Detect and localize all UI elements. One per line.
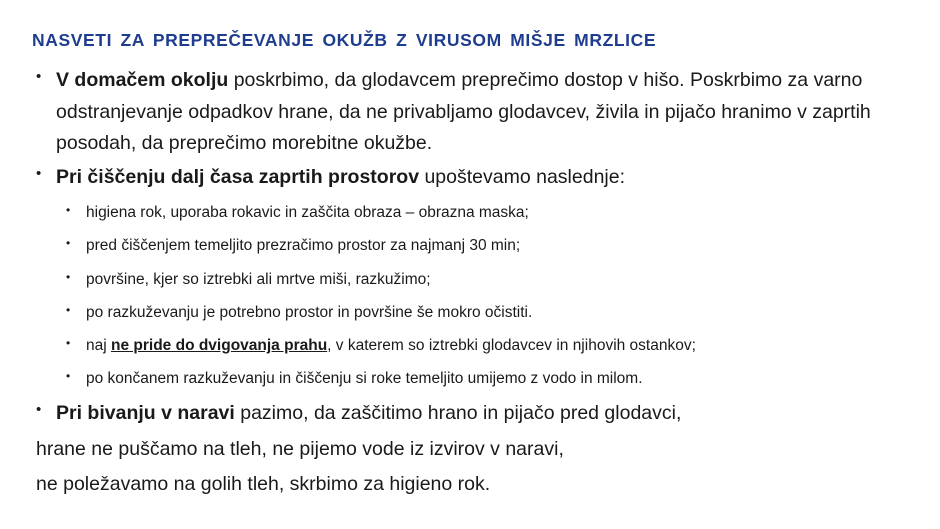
sub-list-item-text: pred čiščenjem temeljito prezračimo prostor za najmanj 30 min; <box>86 237 521 255</box>
sub-list-item-underlined: ne pride do dvigovanja prahu <box>111 336 328 354</box>
bullet-icon: • <box>66 203 71 218</box>
bullet-icon: • <box>66 302 71 317</box>
sub-list-item <box>56 266 910 293</box>
bullet-icon: • <box>66 236 71 251</box>
tail-line: ne poležavamo na golih tleh, skrbimo za higieno rok. <box>36 473 491 496</box>
bullet-icon: • <box>36 401 42 419</box>
sub-list-item-pre: naj <box>86 336 111 354</box>
sub-list-item-text: površine, kjer so iztrebki ali mrtve miši, razkužimo; <box>86 270 431 288</box>
bullet-icon: • <box>66 269 71 284</box>
list-item-rest: poskrbimo, da glodavcem preprečimo dostop v hišo. Poskrbimo za varno odstranjevanje odpadkov hrane, da ne privabljamo glodavcev, živila in pijačo hranimo v zaprtih posodah, da preprečimo morebitne okužbe. <box>56 69 871 155</box>
sub-list-item <box>56 332 910 359</box>
content-list <box>30 65 910 430</box>
sub-list-item-text: po končanem razkuževanju in čiščenju si roke temeljito umijemo z vodo in milom. <box>86 369 643 387</box>
sub-list-item-text: po razkuževanju je potrebno prostor in površine še mokro očistiti. <box>86 303 533 321</box>
list-item-rest: upoštevamo naslednje: <box>419 165 626 188</box>
list-item-bold-lead: V domačem okolju <box>56 69 229 91</box>
bullet-icon: • <box>66 335 71 350</box>
sub-list-item <box>56 365 910 392</box>
bullet-icon: • <box>66 368 71 383</box>
list-item-text <box>56 69 871 154</box>
list-item-bold-lead: Pri bivanju v naravi <box>56 402 235 425</box>
list-item-text <box>56 166 625 188</box>
list-item-rest: pazimo, da zaščitimo hrano in pijačo pred glodavci, <box>234 402 682 425</box>
list-item-text <box>56 402 681 424</box>
bullet-icon: • <box>36 164 42 182</box>
sub-list-item <box>56 299 910 326</box>
sub-list-item <box>56 199 910 226</box>
list-item <box>30 398 910 430</box>
sub-list-item <box>56 232 910 259</box>
tail-line: hrane ne puščamo na tleh, ne pijemo vode iz izvirov v naravi, <box>36 437 564 460</box>
list-item <box>30 65 910 160</box>
bullet-icon: • <box>36 68 42 85</box>
sub-list <box>56 199 910 392</box>
list-item <box>30 162 910 392</box>
list-item-bold-lead: Pri čiščenju dalj časa zaprtih prostorov <box>56 165 420 188</box>
sub-list-item-text: higiena rok, uporaba rokavic in zaščita obraza – obrazna maska; <box>86 204 529 222</box>
sub-list-item-post: , v katerem so iztrebki glodavcev in njihovih ostankov; <box>327 336 696 354</box>
page-title: NASVETI ZA PREPREČEVANJE OKUŽB Z VIRUSOM MIŠJE MRZLICE <box>32 30 657 50</box>
